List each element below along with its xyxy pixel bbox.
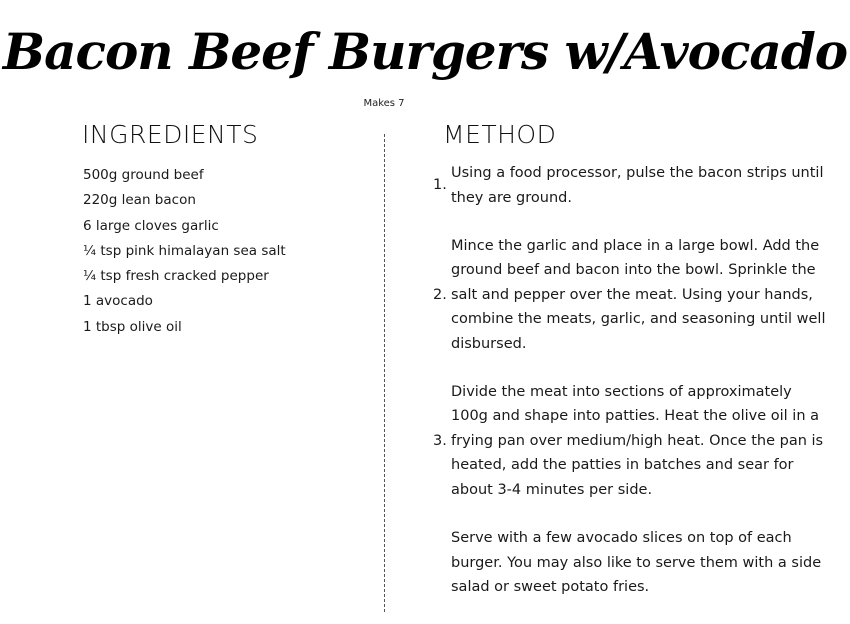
recipe-yield: Makes 7 <box>363 98 405 109</box>
ingredient-item: 1 tbsp olive oil <box>83 318 182 335</box>
step-text: Divide the meat into sections of approximately 100g and shape into patties. Heat the olive oil in a frying pan over medium/high heat. Once the pan is heated, add the patties in batches and sear for about 3-4 minutes per side. <box>451 383 824 498</box>
ingredients-list <box>83 163 286 340</box>
ingredient-item: 6 large cloves garlic <box>83 217 219 234</box>
method-heading: METHOD <box>443 120 557 149</box>
step-number: 1. <box>433 177 447 194</box>
method-steps <box>433 161 833 600</box>
ingredients-heading: INGREDIENTS <box>82 120 259 149</box>
ingredient-item: 500g ground beef <box>83 167 204 183</box>
step-text: Using a food processor, pulse the bacon strips until they are ground. <box>451 165 824 206</box>
recipe-title: Bacon Beef Burgers w/Avocado <box>2 22 848 81</box>
method-step <box>433 234 833 356</box>
ingredient-item: ¼ tsp pink himalayan sea salt <box>83 242 286 259</box>
column-divider <box>384 134 385 612</box>
step-number: 2. <box>433 286 447 303</box>
method-step <box>433 380 833 502</box>
step-number: 3. <box>433 432 447 449</box>
ingredient-item: ¼ tsp fresh cracked pepper <box>83 268 269 285</box>
method-step <box>433 161 833 210</box>
ingredient-item: 220g lean bacon <box>83 192 196 209</box>
ingredient-item: 1 avocado <box>83 293 153 310</box>
step-text: Mince the garlic and place in a large bowl. Add the ground beef and bacon into the bowl. Sprinkle the salt and pepper over the meat. Using your hands, combine the meats, garlic, and seasoning until well disbursed. <box>451 237 826 352</box>
serving-note: Serve with a few avocado slices on top of each burger. You may also like to serve them with a side salad or sweet potato fries. <box>451 530 822 595</box>
